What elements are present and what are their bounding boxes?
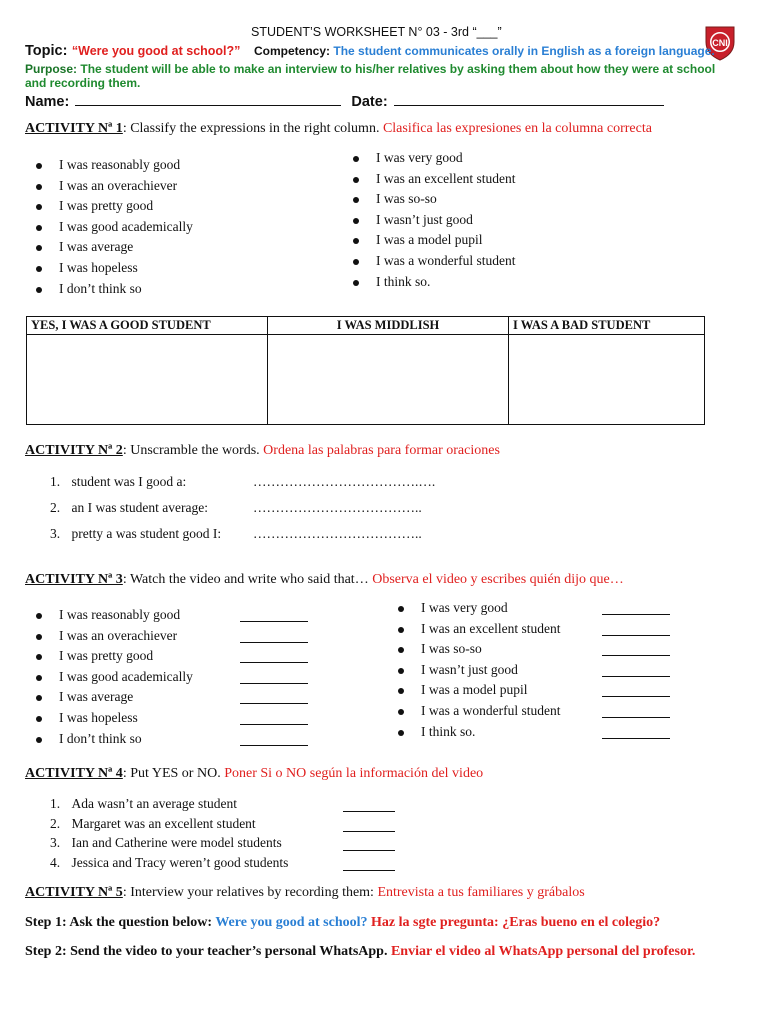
activity-3-left-list (33, 605, 193, 749)
item-number: 1. (50, 474, 61, 489)
step-2 (25, 944, 695, 960)
answer-blank[interactable] (602, 614, 670, 615)
step-2-label: Step 2: Send the video to your teacher’s personal WhatsApp. (25, 944, 391, 959)
answer-dots-1[interactable]: ……………………………….…. (253, 474, 436, 489)
activity-1-heading (25, 121, 652, 137)
list-item: I was very good (350, 148, 515, 169)
statement-text: Margaret was an excellent student (71, 816, 256, 831)
purpose-line-1 (25, 62, 715, 76)
classification-table (26, 316, 705, 425)
list-item: I was average (33, 237, 193, 258)
answer-blank[interactable] (240, 662, 308, 663)
answer-cell-middlish[interactable] (268, 335, 509, 425)
activity-3-label: ACTIVITY Nª 3 (25, 572, 123, 587)
list-item: I was average (33, 687, 193, 708)
answer-dots-2[interactable]: ……………………………….. (253, 500, 422, 515)
activity-4-heading (25, 766, 483, 782)
topic-label: Topic: (25, 43, 68, 59)
step-1-question: Were you good at school? (215, 915, 368, 930)
list-item: I was very good (395, 598, 560, 619)
answer-cell-good[interactable] (27, 335, 268, 425)
column-header-good: YES, I WAS A GOOD STUDENT (27, 317, 268, 335)
list-item: I was reasonably good (33, 605, 193, 626)
statement-text: Ada wasn’t an average student (71, 796, 237, 811)
activity-4-label: ACTIVITY Nª 4 (25, 766, 123, 781)
purpose-line-2: and recording them. (25, 76, 141, 90)
activity-2-item-2 (50, 500, 208, 516)
list-item: I was so-so (350, 189, 515, 210)
list-item: I wasn’t just good (350, 210, 515, 231)
list-item: I wasn’t just good (395, 660, 560, 681)
answer-blank[interactable] (602, 676, 670, 677)
name-field[interactable] (75, 91, 341, 106)
list-item: I was an excellent student (395, 619, 560, 640)
list-item: I was a wonderful student (350, 251, 515, 272)
answer-blank[interactable] (602, 635, 670, 636)
item-number: 3. (50, 526, 61, 541)
answer-blank[interactable] (240, 703, 308, 704)
list-item: I was an overachiever (33, 626, 193, 647)
list-item: I was an overachiever (33, 176, 193, 197)
list-item: I was pretty good (33, 196, 193, 217)
table-header-row (27, 317, 705, 335)
yes-no-blank[interactable] (343, 836, 395, 851)
list-item: I was a model pupil (350, 230, 515, 251)
activity-3-right-list (395, 598, 560, 742)
activity-1-right-list (350, 148, 515, 292)
activity-5-instruction: : Interview your relatives by recording them: (122, 885, 378, 900)
activity-3-instruction: : Watch the video and write who said that… (122, 572, 373, 587)
list-item: I was hopeless (33, 258, 193, 279)
name-date-line (25, 91, 664, 110)
scrambled-text: an I was student average: (71, 500, 208, 515)
list-item: I was hopeless (33, 708, 193, 729)
date-field[interactable] (394, 91, 664, 106)
answer-blank[interactable] (602, 738, 670, 739)
activity-4-item-3 (50, 835, 282, 851)
activity-5-label: ACTIVITY Nª 5 (25, 885, 123, 900)
activity-2-item-3 (50, 526, 221, 542)
name-label: Name: (25, 94, 70, 110)
activity-2-instruction: : Unscramble the words. (122, 443, 264, 458)
topic-line (25, 42, 240, 60)
purpose-label: Purpose: (25, 62, 78, 76)
competency-label: Competency: (254, 44, 331, 58)
item-number: 2. (50, 500, 61, 515)
scrambled-text: pretty a was student good I: (71, 526, 222, 541)
activity-1-instruction: : Classify the expressions in the right column. (122, 121, 383, 136)
yes-no-blank[interactable] (343, 817, 395, 832)
date-label: Date: (351, 94, 388, 110)
column-header-middlish: I WAS MIDDLISH (268, 317, 509, 335)
list-item: I was good academically (33, 217, 193, 238)
list-item: I think so. (350, 272, 515, 293)
item-number: 3. (50, 835, 61, 850)
list-item: I was pretty good (33, 646, 193, 667)
list-item: I was a model pupil (395, 680, 560, 701)
topic-value: “Were you good at school?” (71, 44, 241, 58)
list-item: I was reasonably good (33, 155, 193, 176)
list-item: I was a wonderful student (395, 701, 560, 722)
answer-blank[interactable] (602, 696, 670, 697)
scrambled-text: student was I good a: (71, 474, 187, 489)
activity-1-label: ACTIVITY Nª 1 (25, 121, 123, 136)
activity-4-instruction-es: Poner Si o NO según la información del video (224, 766, 484, 781)
competency-line (254, 44, 715, 58)
answer-blank[interactable] (240, 745, 308, 746)
step-1-label: Step 1: Ask the question below: (25, 915, 216, 930)
activity-2-item-1 (50, 474, 186, 490)
item-number: 1. (50, 796, 61, 811)
activity-2-instruction-es: Ordena las palabras para formar oraciones (263, 443, 500, 458)
answer-blank[interactable] (602, 717, 670, 718)
activity-4-item-2 (50, 816, 256, 832)
activity-2-label: ACTIVITY Nª 2 (25, 443, 123, 458)
table-row (27, 335, 705, 425)
answer-dots-3[interactable]: ……………………………….. (253, 526, 422, 541)
statement-text: Ian and Catherine were model students (71, 835, 282, 850)
worksheet-title: STUDENT’S WORKSHEET N° 03 - 3rd “___” (251, 25, 502, 39)
answer-blank[interactable] (240, 683, 308, 684)
activity-3-instruction-es: Observa el video y escribes quién dijo que… (372, 572, 624, 587)
list-item: I was an excellent student (350, 169, 515, 190)
answer-cell-bad[interactable] (509, 335, 705, 425)
statement-text: Jessica and Tracy weren’t good students (71, 855, 289, 870)
activity-5-instruction-es: Entrevista a tus familiares y grábalos (377, 885, 585, 900)
step-1 (25, 915, 660, 931)
list-item: I was so-so (395, 639, 560, 660)
activity-2-heading (25, 443, 500, 459)
competency-value: The student communicates orally in English as a foreign language. (333, 44, 715, 58)
list-item: I think so. (395, 722, 560, 743)
activity-1-left-list (33, 155, 193, 299)
yes-no-blank[interactable] (343, 856, 395, 871)
column-header-bad: I WAS A BAD STUDENT (509, 317, 705, 335)
item-number: 2. (50, 816, 61, 831)
step-2-spanish: Enviar el video al WhatsApp personal del profesor. (390, 944, 696, 959)
activity-4-item-4 (50, 855, 288, 871)
activity-1-instruction-es: Clasifica las expresiones en la columna correcta (382, 121, 652, 136)
item-number: 4. (50, 855, 61, 870)
list-item: I don’t think so (33, 729, 193, 750)
svg-text:CNI: CNI (712, 38, 728, 48)
step-1-spanish: Haz la sgte pregunta: ¿Eras bueno en el colegio? (367, 915, 661, 930)
answer-blank[interactable] (602, 655, 670, 656)
activity-3-heading (25, 572, 624, 588)
activity-4-item-1 (50, 796, 237, 812)
list-item: I don’t think so (33, 279, 193, 300)
answer-blank[interactable] (240, 621, 308, 622)
list-item: I was good academically (33, 667, 193, 688)
activity-5-heading (25, 885, 585, 901)
answer-blank[interactable] (240, 642, 308, 643)
yes-no-blank[interactable] (343, 797, 395, 812)
activity-4-instruction: : Put YES or NO. (122, 766, 225, 781)
purpose-text: The student will be able to make an interview to his/her relatives by asking them about how they were at school (80, 62, 716, 76)
answer-blank[interactable] (240, 724, 308, 725)
